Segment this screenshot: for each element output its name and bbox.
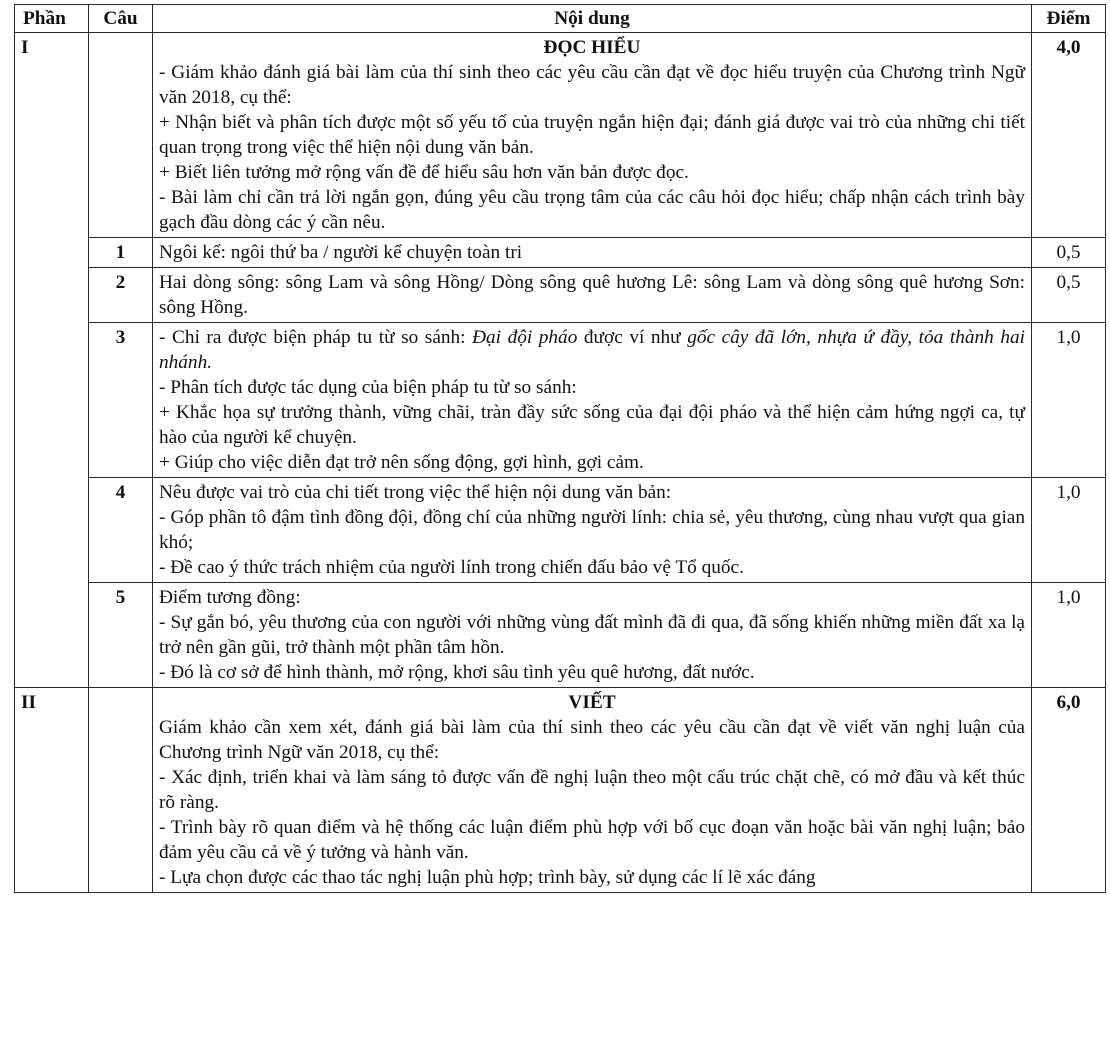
header-row bbox=[15, 5, 1106, 33]
question-4-line: - Góp phần tô đậm tình đồng đội, đồng chí của những người lính: chia sẻ, yêu thương, cùng nhau vượt qua gian khó; bbox=[159, 507, 1025, 553]
question-row-1 bbox=[15, 238, 1106, 268]
question-1-score: 0,5 bbox=[1032, 238, 1106, 268]
question-4-line: - Đề cao ý thức trách nhiệm của người lính trong chiến đấu bảo vệ Tổ quốc. bbox=[159, 557, 744, 578]
question-5-answer bbox=[153, 583, 1032, 688]
section-2-line: - Xác định, triển khai và làm sáng tỏ được vấn đề nghị luận theo một cấu trúc chặt chẽ, có mở đầu và kết thúc rõ ràng. bbox=[159, 767, 1025, 813]
section-1-score: 4,0 bbox=[1032, 33, 1106, 238]
question-4-number: 4 bbox=[89, 478, 153, 583]
question-3-line bbox=[159, 325, 1025, 375]
question-4-line: Nêu được vai trò của chi tiết trong việc thể hiện nội dung văn bản: bbox=[159, 482, 672, 503]
header-question: Câu bbox=[89, 5, 153, 33]
section-1-intro-line: - Bài làm chỉ cần trả lời ngắn gọn, đúng yêu cầu trọng tâm của các câu hỏi đọc hiểu; chấp nhận cách trình bày gạch đầu dòng các ý cần nêu. bbox=[159, 187, 1025, 233]
section-2-line: Giám khảo cần xem xét, đánh giá bài làm của thí sinh theo các yêu cầu cần đạt về viết văn nghị luận của Chương trình Ngữ văn 2018, cụ thể: bbox=[159, 717, 1025, 763]
question-3-line: - Phân tích được tác dụng của biện pháp tu từ so sánh: bbox=[159, 377, 577, 398]
question-3-text: được ví như bbox=[577, 327, 688, 348]
section-2-score: 6,0 bbox=[1032, 688, 1106, 893]
header-content: Nội dung bbox=[153, 5, 1032, 33]
question-3-text: - Chỉ ra được biện pháp tu từ so sánh: bbox=[159, 327, 473, 348]
section-2-title: VIẾT bbox=[568, 692, 616, 713]
section-1-intro-line: - Giám khảo đánh giá bài làm của thí sinh theo các yêu cầu cần đạt về đọc hiểu truyện của Chương trình Ngữ văn 2018, cụ thể: bbox=[159, 62, 1025, 108]
section-2-line: - Trình bày rõ quan điểm và hệ thống các luận điểm phù hợp với bố cục đoạn văn hoặc bài văn nghị luận; bảo đảm yêu cầu cả về ý tưởng và hành văn. bbox=[159, 817, 1025, 863]
question-row-4 bbox=[15, 478, 1106, 583]
question-2-number: 2 bbox=[89, 268, 153, 323]
section-2-line: - Lựa chọn được các thao tác nghị luận phù hợp; trình bày, sử dụng các lí lẽ xác đáng bbox=[159, 867, 816, 888]
header-part: Phần bbox=[15, 5, 89, 33]
question-5-line: - Sự gắn bó, yêu thương của con người với những vùng đất mình đã đi qua, đã sống khiến những miền đất xa lạ trở nên gần gũi, trở thành một phần tâm hồn. bbox=[159, 612, 1025, 658]
section-2-row bbox=[15, 688, 1106, 893]
section-2-empty-question bbox=[89, 688, 153, 893]
question-3-italic-term: Đại đội pháo bbox=[472, 327, 578, 348]
question-4-score: 1,0 bbox=[1032, 478, 1106, 583]
question-3-answer bbox=[153, 323, 1032, 478]
question-2-score: 0,5 bbox=[1032, 268, 1106, 323]
question-row-2 bbox=[15, 268, 1106, 323]
grading-table bbox=[14, 4, 1106, 893]
question-3-score: 1,0 bbox=[1032, 323, 1106, 478]
section-1-intro-row bbox=[15, 33, 1106, 238]
question-3-italic-term: gốc cây đã lớn, nhựa ứ đầy, tỏa thành hai nhánh. bbox=[159, 327, 1026, 373]
section-1-empty-question bbox=[89, 33, 153, 238]
question-4-answer bbox=[153, 478, 1032, 583]
question-3-number: 3 bbox=[89, 323, 153, 478]
header-score: Điểm bbox=[1032, 5, 1106, 33]
section-1-intro-line: + Biết liên tưởng mở rộng vấn đề để hiểu sâu hơn văn bản được đọc. bbox=[159, 162, 689, 183]
question-5-line: Điểm tương đồng: bbox=[159, 587, 301, 608]
question-2-answer: Hai dòng sông: sông Lam và sông Hồng/ Dòng sông quê hương Lê: sông Lam và dòng sông quê hương Sơn: sông Hồng. bbox=[153, 268, 1032, 323]
question-5-number: 5 bbox=[89, 583, 153, 688]
section-1-intro bbox=[153, 33, 1032, 238]
question-3-line: + Giúp cho việc diễn đạt trở nên sống động, gợi hình, gợi cảm. bbox=[159, 452, 644, 473]
question-1-number: 1 bbox=[89, 238, 153, 268]
section-1-part: I bbox=[15, 33, 89, 688]
question-5-score: 1,0 bbox=[1032, 583, 1106, 688]
section-2-part: II bbox=[15, 688, 89, 893]
question-row-5 bbox=[15, 583, 1106, 688]
section-1-title: ĐỌC HIỂU bbox=[543, 37, 641, 58]
section-2-content bbox=[153, 688, 1032, 893]
section-1-intro-line: + Nhận biết và phân tích được một số yếu tố của truyện ngắn hiện đại; đánh giá được vai trò của những chi tiết quan trọng trong việc thể hiện nội dung văn bản. bbox=[159, 112, 1025, 158]
question-3-line: + Khắc họa sự trưởng thành, vững chãi, tràn đầy sức sống của đại đội pháo và thể hiện cảm hứng ngợi ca, tự hào của người kể chuyện. bbox=[159, 402, 1025, 448]
question-row-3 bbox=[15, 323, 1106, 478]
question-1-answer: Ngôi kể: ngôi thứ ba / người kể chuyện toàn tri bbox=[153, 238, 1032, 268]
question-5-line: - Đó là cơ sở để hình thành, mở rộng, khơi sâu tình yêu quê hương, đất nước. bbox=[159, 662, 755, 683]
